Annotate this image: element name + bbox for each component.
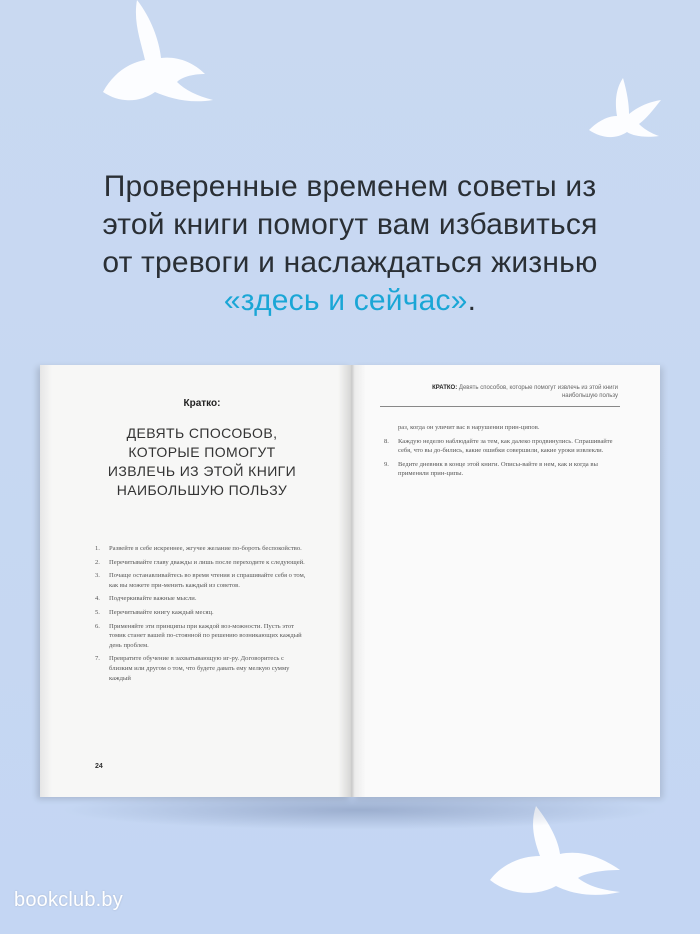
page-number: 24 — [95, 763, 103, 770]
list-item-text: Перечитывайте главу дважды и лишь после переходите к следующей. — [109, 558, 305, 566]
list-item-number: 1. — [95, 545, 100, 552]
left-page-title-line: КОТОРЫЕ ПОМОГУТ — [128, 444, 276, 460]
left-page-list — [95, 544, 307, 687]
list-item-text: Развейте в себе искреннее, жгучее желание по-бороть беспокойство. — [109, 545, 302, 552]
list-item-number: 6. — [95, 622, 100, 630]
list-item-number: 5. — [95, 608, 100, 616]
list-item-text: Перечитывайте книгу каждый месяц. — [109, 608, 214, 616]
left-page-kicker: Кратко: — [183, 398, 221, 409]
list-item-number: 2. — [95, 558, 100, 566]
headline-accent: «здесь и сейчас» — [223, 284, 468, 317]
list-item-number: 7. — [95, 655, 100, 663]
headline-line-4 — [0, 282, 700, 320]
list-item-text: Почаще останавливайтесь во время чтения и спрашивайте себя о том, как вы можете при-менить каждый из советов. — [109, 572, 306, 589]
right-page-running-head — [415, 384, 618, 400]
headline-line-3: от тревоги и наслаждаться жизнью — [102, 246, 598, 279]
list-item — [95, 654, 307, 683]
left-page-title-line: ДЕВЯТЬ СПОСОБОВ, — [126, 425, 278, 441]
list-item — [384, 460, 616, 479]
site-watermark: bookclub.by — [14, 889, 123, 911]
list-item-text: Подчеркивайте важные мысли. — [109, 595, 197, 603]
headline-accent-tail: . — [467, 284, 477, 317]
list-item — [95, 558, 307, 568]
dove-icon — [85, 0, 220, 112]
headline — [0, 168, 700, 320]
list-item-number: 4. — [95, 595, 100, 603]
list-item-text: Превратите обучение в захватывающую иг-ру. Договоритесь с близким или другом о том, что будете давать ему мелкую сумму каждый — [109, 655, 290, 682]
list-item-text: Каждую неделю наблюдайте за тем, как далеко продвинулись. Спрашивайте себя, что вы до-бились, какие ошибки совершили, какие уроки извлекли. — [398, 437, 613, 455]
dove-icon — [585, 70, 665, 145]
list-item-number: 8. — [384, 437, 389, 445]
list-item — [95, 622, 307, 651]
running-head-rule — [380, 406, 620, 407]
right-page-list — [384, 423, 616, 483]
list-item — [95, 608, 307, 618]
headline-line-1: Проверенные временем советы из — [103, 170, 597, 203]
list-item-number: 3. — [95, 572, 100, 580]
list-item — [95, 594, 307, 604]
book-left-page-edge — [40, 365, 52, 797]
left-page-title-line: НАИБОЛЬШУЮ ПОЛЬЗУ — [116, 482, 288, 498]
list-item — [384, 437, 616, 456]
headline-line-2: этой книги помогут вам избавиться — [102, 208, 598, 241]
running-head-text: Девять способов, которые помогут извлечь из этой книги наибольшую пользу — [458, 385, 618, 399]
running-head-bold: КРАТКО: — [432, 385, 458, 391]
list-item-text: Применяйте эти принципы при каждой воз-можности. Пусть этот томик станет вашей по-стоянной по решению возникающих каждый день проблем. — [109, 622, 302, 649]
left-page-title — [52, 424, 352, 500]
list-item — [95, 571, 307, 590]
list-item-text: раз, когда он уличит вас в нарушении прин-ципов. — [398, 424, 540, 431]
list-item-text: Ведите дневник в конце этой книги. Описы-вайте в нем, как и когда вы применяли прин-ципы. — [398, 460, 598, 478]
left-page-title-line: ИЗВЛЕЧЬ ИЗ ЭТОЙ КНИГИ — [107, 463, 297, 479]
list-item-number: 9. — [384, 460, 389, 468]
list-item — [95, 544, 307, 554]
list-item-continuation — [384, 423, 616, 433]
